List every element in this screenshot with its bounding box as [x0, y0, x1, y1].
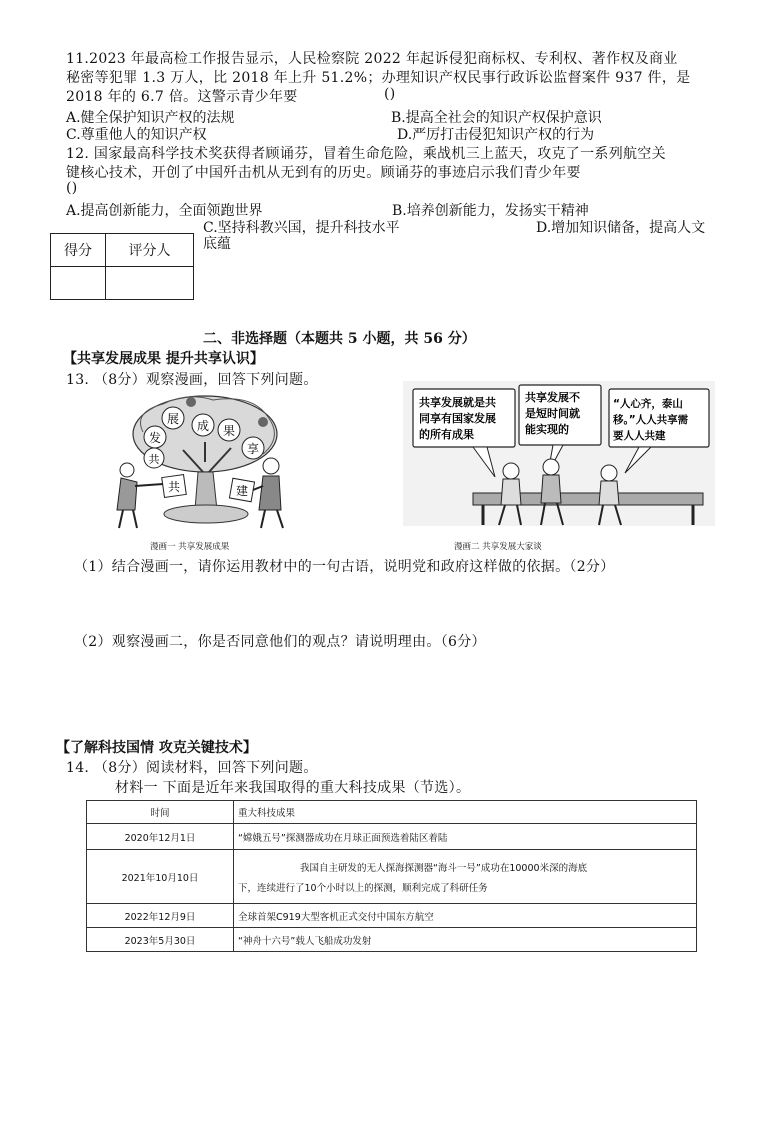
bubble3-line2: 移。”人人共享需 [613, 414, 689, 426]
bubble1-line2: 同享有国家发展 [419, 412, 496, 425]
q11-option-a: A.健全保护知识产权的法规 [66, 110, 235, 126]
q12-line2: 键核心技术，开创了中国歼击机从无到有的历史。顾诵芬的事迹启示我们青少年要 [66, 165, 581, 181]
header-date: 时间 [87, 801, 234, 824]
fruit-label-4: 果 [222, 424, 236, 438]
q12-option-d-cont: 底蕴 [203, 236, 231, 252]
fruit-label-1: 发 [148, 431, 162, 445]
q13-sub2: （2）观察漫画二，你是否同意他们的观点？请说明理由。（6分） [74, 634, 486, 650]
q11-option-c: C.尊重他人的知识产权 [66, 127, 207, 143]
row-date: 2021年10月10日 [87, 850, 234, 904]
q12-option-b: B.培养创新能力，发扬实干精神 [392, 203, 589, 219]
cartoon1-caption: 漫画一 共享发展成果 [150, 542, 230, 552]
row-achievement: “神舟十六号”载人飞船成功发射 [234, 928, 697, 952]
bubble1-line3: 的所有成果 [419, 428, 474, 441]
bubble3-line3: 要人人共建 [613, 430, 666, 442]
cartoon-discussion-illustration [403, 381, 715, 526]
row-date: 2020年12月1日 [87, 824, 234, 850]
q11-option-b: B.提高全社会的知识产权保护意识 [391, 110, 602, 126]
sign-gong: 共 [167, 480, 181, 494]
q11-line1: 11.2023 年最高检工作报告显示，人民检察院 2022 年起诉侵犯商标权、专利权、著作权及商业 [66, 51, 678, 67]
topic-shared-development: 【共享发展成果 提升共享认识】 [63, 351, 264, 367]
score-header: 得分 [51, 234, 106, 267]
score-cell[interactable] [51, 267, 106, 300]
cartoon2-caption: 漫画二 共享发展大家谈 [454, 542, 542, 552]
q11-answer-paren: () [384, 86, 396, 102]
row-date: 2023年5月30日 [87, 928, 234, 952]
cartoon-tree-illustration [113, 392, 298, 532]
row-date: 2022年12月9日 [87, 904, 234, 928]
q12-answer-paren: () [66, 180, 78, 196]
fruit-label-6: 享 [246, 442, 260, 456]
fruit-label-3: 成 [196, 419, 210, 433]
q12-option-d: D.增加知识储备，提高人文 [536, 220, 706, 236]
table-row [87, 928, 697, 952]
header-achievement: 重大科技成果 [234, 801, 697, 824]
grader-cell[interactable] [106, 267, 194, 300]
tech-achievements-table [86, 800, 697, 952]
q11-option-d: D.严厉打击侵犯知识产权的行为 [397, 127, 595, 143]
row-achievement: 全球首架C919大型客机正式交付中国东方航空 [234, 904, 697, 928]
q12-option-c: C.坚持科教兴国，提升科技水平 [203, 220, 400, 236]
q12-option-a: A.提高创新能力，全面领跑世界 [66, 203, 263, 219]
fruit-label-5: 共 [148, 453, 160, 466]
q14-stem: 14. （8分）阅读材料，回答下列问题。 [66, 760, 318, 776]
bubble2-line1: 共享发展不 [525, 391, 580, 404]
grader-header: 评分人 [106, 234, 194, 267]
bubble2-line2: 是短时间就 [525, 407, 580, 420]
q13-sub1: （1）结合漫画一，请你运用教材中的一句古语，说明党和政府这样做的依据。（2分） [74, 559, 615, 575]
q14-material1: 材料一 下面是近年来我国取得的重大科技成果（节选）。 [115, 780, 471, 796]
section-title: 二、非选择题（本题共 5 小题，共 56 分） [203, 331, 476, 347]
table-header-row [87, 801, 697, 824]
q11-line3: 2018 年的 6.7 倍。这警示青少年要 [66, 89, 298, 105]
bubble2-line3: 能实现的 [525, 423, 569, 436]
table-row [87, 824, 697, 850]
row-achievement-line2: 下，连续进行了10个小时以上的探测，顺利完成了科研任务 [238, 882, 488, 894]
q11-line2: 秘密等犯罪 1.3 万人，比 2018 年上升 51.2%；办理知识产权民事行政诉讼监督案件 937 件，是 [66, 70, 691, 86]
row-achievement [234, 850, 697, 904]
table-row [87, 904, 697, 928]
topic-science-tech: 【了解科技国情 攻克关键技术】 [56, 740, 257, 756]
score-table [50, 233, 194, 300]
q12-line1: 12. 国家最高科学技术奖获得者顾诵芬，冒着生命危险，乘战机三上蓝天，攻克了一系列航空关 [66, 146, 666, 162]
q13-stem: 13. （8分）观察漫画，回答下列问题。 [66, 372, 318, 388]
fruit-label-2: 展 [166, 412, 180, 426]
sign-jian: 建 [235, 484, 249, 498]
row-achievement: “嫦娥五号”探测器成功在月球正面预选着陆区着陆 [234, 824, 697, 850]
row-achievement-line1: 我国自主研发的无人探海探测器“海斗一号”成功在10000米深的海底 [300, 862, 588, 874]
bubble1-line1: 共享发展就是共 [419, 396, 496, 409]
table-row [87, 850, 697, 904]
bubble3-line1: “人心齐，泰山 [613, 398, 683, 410]
